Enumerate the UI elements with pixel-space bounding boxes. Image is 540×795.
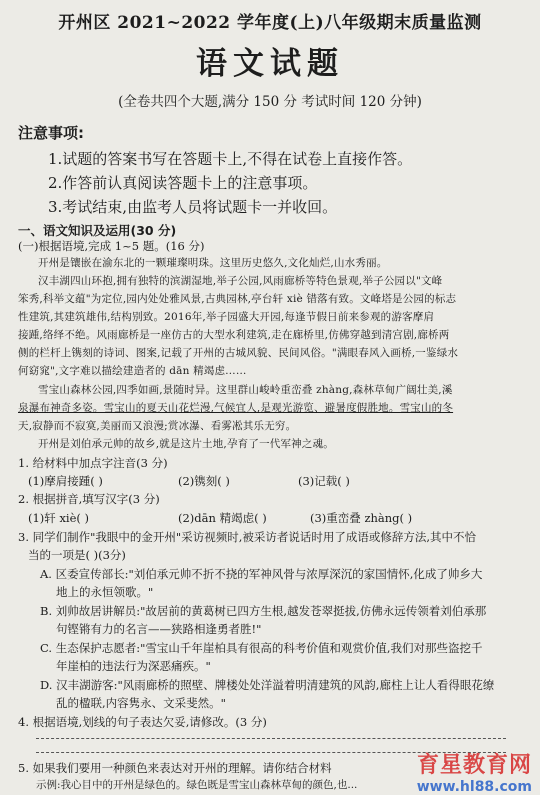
notice-item: 1.试题的答案书写在答题卡上,不得在试卷上直接作答。 bbox=[48, 150, 413, 168]
passage-line: 笨秀,科举文蕴"为定位,园内处处雅风景,古典园林,亭台轩 xiè 错落有致。文峰塔是公园的标志 bbox=[18, 293, 457, 305]
passage-line: 雪宝山森林公园,四季如画,景随时异。这里群山峻岭重峦叠 zhàng,森林草甸广阔壮美,溪 bbox=[38, 384, 453, 396]
question-5-stem: 5. 如果我们要用一种颜色来表达对开州的理解。请你结合材料 bbox=[18, 761, 332, 775]
question-3-option-c: 年崖柏的违法行为深恶痛疾。" bbox=[56, 659, 211, 673]
question-3-option-d: D. 汉丰湖游客:"风雨廊桥的照壁、牌楼处处洋溢着明清建筑的风韵,廊柱上让人看得眼花缭 bbox=[40, 678, 495, 692]
notice-heading: 注意事项: bbox=[18, 124, 84, 142]
question-3-option-a: 地上的永恒领歌。" bbox=[56, 585, 154, 599]
subsection-heading: (一)根据语境,完成 1~5 题。(16 分) bbox=[18, 239, 205, 253]
question-2-item: (1)轩 xiè( ) bbox=[28, 511, 90, 525]
answer-line bbox=[36, 738, 506, 740]
question-2-stem: 2. 根据拼音,填写汉字(3 分) bbox=[18, 492, 160, 506]
passage-line: 何窈窕",文字难以描绘建造者的 dān 精竭虑…… bbox=[18, 365, 247, 377]
paper-title: 语文试题 bbox=[196, 46, 344, 82]
question-2-item: (2)dān 精竭虑( ) bbox=[178, 511, 267, 525]
section-heading: 一、语文知识及运用(30 分) bbox=[18, 223, 177, 238]
question-5-example: 示例:我心目中的开州是绿色的。绿色既是雪宝山森林草甸的颜色,也... bbox=[36, 779, 358, 791]
notice-item: 2.作答前认真阅读答题卡上的注意事项。 bbox=[48, 174, 318, 192]
question-3-option-c: C. 生态保护志愿者:"雪宝山千年崖柏具有很高的科考价值和观赏价值,我们对那些盗挖千 bbox=[40, 641, 483, 655]
question-1-stem: 1. 给材料中加点字注音(3 分) bbox=[18, 456, 168, 470]
question-3-option-b: 句铿锵有力的名言——狭路相逢勇者胜!" bbox=[56, 622, 262, 636]
paper-subtitle: (全卷共四个大题,满分 150 分 考试时间 120 分钟) bbox=[118, 94, 422, 110]
question-3-option-a: A. 区委宣传部长:"刘伯承元帅不折不挠的军神风骨与浓厚深沉的家国情怀,化成了帅乡大 bbox=[40, 567, 483, 581]
passage-line: 接踵,络绎不绝。风雨廊桥是一座仿古的大型水利建筑,走在廊桥里,仿佛穿越到清宫剧,廊桥两 bbox=[18, 329, 450, 341]
exam-header: 开州区 2021~2022 学年度(上)八年级期末质量监测 bbox=[58, 13, 482, 33]
watermark bbox=[417, 748, 532, 795]
watermark-logo-text: 育星教育网 bbox=[416, 753, 532, 778]
passage-line: 开州是镶嵌在渝东北的一颗璀璨明珠。这里历史悠久,文化灿烂,山水秀丽。 bbox=[38, 257, 388, 269]
notice-item: 3.考试结束,由监考人员将试题卡一并收回。 bbox=[48, 198, 338, 216]
passage-line-underlined: 泉瀑布神奇多姿。雪宝山的夏天山花烂漫,气候宜人,是观光游览、避暑度假胜地。雪宝山的冬 bbox=[18, 402, 454, 414]
question-4-stem: 4. 根据语境,划线的句子表达欠妥,请修改。(3 分) bbox=[18, 715, 267, 729]
passage-line: 天,寂静而不寂寞,美丽而又浪漫;赏冰瀑、看雾凇其乐无穷。 bbox=[18, 420, 297, 432]
question-3-stem: 3. 同学们制作"我眼中的金开州"采访视频时,被采访者说话时用了成语或修辞方法,其中不恰 bbox=[18, 530, 477, 544]
passage-line: 侧的栏杆上镌刻的诗词、图案,记载了开州的古城风貌、民间风俗。"满眼春风入画桥,一鉴绿水 bbox=[18, 347, 459, 359]
watermark-url: www.hl88.com bbox=[416, 779, 532, 795]
passage-line: 性建筑,其建筑雄伟,结构别致。2016年,举子园盛大开园,每逢节假日前来参观的游客摩肩 bbox=[18, 311, 435, 323]
passage-line: 开州是刘伯承元帅的故乡,就是这片土地,孕育了一代军神之魂。 bbox=[38, 438, 334, 450]
question-3-option-b: B. 刘帅故居讲解员:"故居前的黄葛树已四方生根,越发苍翠挺拔,仿佛永远传领着刘伯承那 bbox=[40, 604, 487, 618]
question-3-option-d: 乱的楹联,内容隽永、文采斐然。" bbox=[56, 696, 226, 710]
question-1-item: (3)记载( ) bbox=[298, 474, 350, 488]
passage-line: 汉丰湖四山环抱,拥有独特的滨湖湿地,举子公园,风雨廊桥等特色景观,举子公园以"文峰 bbox=[38, 275, 443, 287]
question-3-stem: 当的一项是( )(3分) bbox=[28, 548, 126, 562]
question-2-item: (3)重峦叠 zhàng( ) bbox=[310, 511, 413, 525]
question-1-item: (2)镌刻( ) bbox=[178, 474, 230, 488]
question-1-item: (1)摩肩接踵( ) bbox=[28, 474, 103, 488]
